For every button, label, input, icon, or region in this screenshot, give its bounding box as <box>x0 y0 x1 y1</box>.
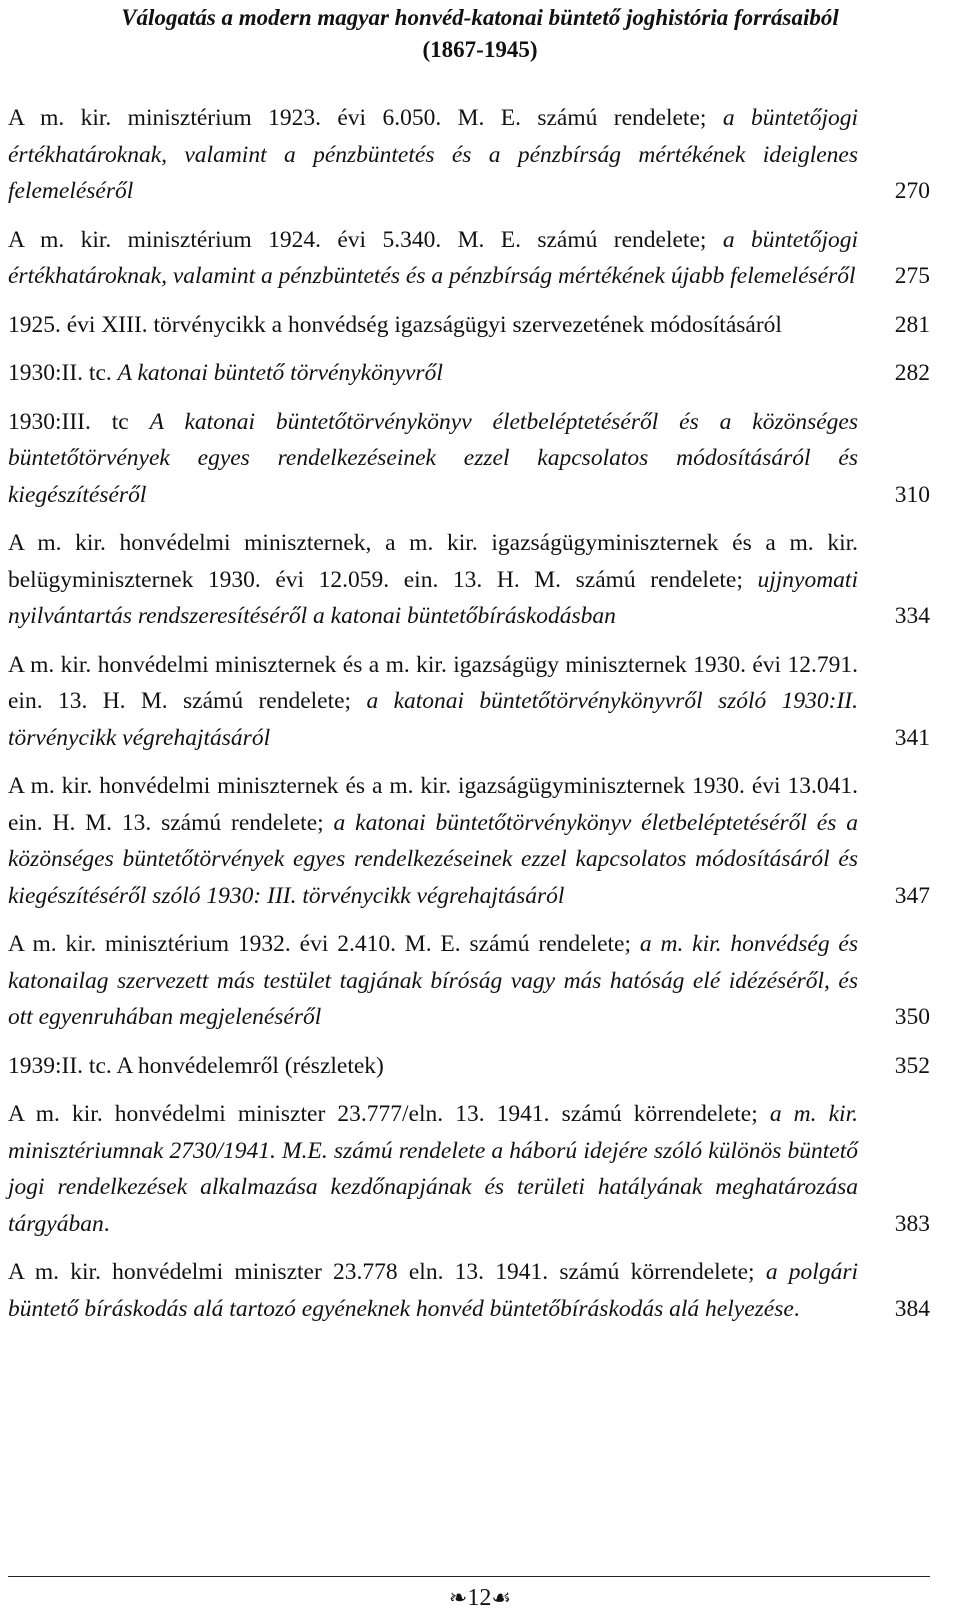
toc-entry-page-number: 310 <box>894 481 930 508</box>
toc-entry-page-number: 334 <box>894 603 930 629</box>
toc-entry <box>8 1254 930 1327</box>
toc-entry-italic-text: A katonai büntetőtörvénykönyv életbeléptetéséről és a közönséges büntetőtörvények egyes rendelkezéseinek ezzel kapcsolatos módosításáról és kiegészítéséről <box>8 408 859 508</box>
toc-entry-italic-text: ujjnyomati nyilvántartás rendszeresítéséről a katonai büntetőbíráskodásban <box>8 566 858 629</box>
toc-entry-title <box>8 222 858 295</box>
toc-entry-italic-text: a katonai büntetőtörvénykönyvről szóló 1930:II. törvénycikk végrehajtásáról <box>8 688 858 751</box>
toc-entry-page-number: 270 <box>894 178 930 204</box>
toc-entry <box>8 307 930 344</box>
toc-entry <box>8 1048 930 1085</box>
toc-entry-page-number: 275 <box>894 263 930 289</box>
toc-entry-plain-text: A m. kir. honvédelmi miniszternek és a m. kir. igazságügy miniszternek 1930. évi 12.791. ein. 13. H. M. számú rendelete; <box>8 651 858 714</box>
toc-entry <box>8 222 930 295</box>
toc-entry-page-number: 282 <box>894 360 930 386</box>
toc-entry <box>8 1096 930 1242</box>
toc-entry <box>8 355 930 392</box>
toc-entry-title <box>8 647 858 757</box>
page-number: 12 <box>467 1585 492 1611</box>
ornament-left-icon: ❧ <box>448 1585 468 1610</box>
ornament-right-icon: ☙ <box>491 1585 512 1610</box>
toc-entry-page-number: 281 <box>894 311 930 338</box>
toc-entry-title <box>8 355 858 392</box>
toc-entry-title <box>8 525 858 635</box>
toc-entry-italic-text: a polgári büntető bíráskodás alá tartozó egyéneknek honvéd büntetőbíráskodás alá helyezése <box>8 1259 858 1322</box>
toc-entry <box>8 404 930 514</box>
toc-entry-italic-text: a büntetőjogi értékhatároknak, valamint a pénzbüntetés és a pénzbírság mértékének ideiglenes felemeléséről <box>8 105 858 204</box>
page-footer <box>0 1583 960 1613</box>
toc-entry-trailing-text: . <box>793 1295 800 1322</box>
toc-entry-title <box>8 1096 858 1242</box>
toc-entry <box>8 525 930 635</box>
toc-entry-trailing-text: . <box>103 1210 110 1237</box>
toc-entry-plain-text: 1925. évi XIII. törvénycikk a honvédség igazságügyi szervezetének módosításáról <box>8 311 782 338</box>
toc-entry-plain-text: A m. kir. honvédelmi miniszternek és a m. kir. igazságügyminiszternek 1930. évi 13.041. ein. H. M. 13. számú rendelete; <box>8 773 858 836</box>
toc-entry-plain-text: 1939:II. tc. A honvédelemről (részletek) <box>8 1052 384 1079</box>
toc-entry-plain-text: A m. kir. honvédelmi miniszter 23.778 eln. 13. 1941. számú körrendelete; <box>8 1259 766 1285</box>
toc-entry-plain-text: 1930:III. tc <box>8 408 150 435</box>
toc-entry-plain-text: A m. kir. honvédelmi miniszternek, a m. kir. igazságügyminiszternek és a m. kir. belügyminiszternek 1930. évi 12.059. ein. 13. H. M. számú rendelete; <box>8 530 858 593</box>
toc-entry-plain-text: A m. kir. minisztérium 1923. évi 6.050. M. E. számú rendelete; <box>8 105 723 131</box>
toc-entry <box>8 647 930 757</box>
header-title: Válogatás a modern magyar honvéd-katonai büntető joghistória forrásaiból <box>121 5 839 30</box>
toc-entry-page-number: 347 <box>894 882 930 909</box>
toc-entry-title <box>8 100 858 210</box>
toc-entry <box>8 768 930 914</box>
toc-entry-page-number: 383 <box>894 1210 930 1237</box>
footer-divider <box>8 1576 930 1577</box>
table-of-contents <box>8 100 930 1339</box>
toc-entry-page-number: 350 <box>894 1004 930 1030</box>
toc-entry <box>8 100 930 210</box>
toc-entry-title <box>8 768 858 914</box>
toc-entry-plain-text: A m. kir. minisztérium 1932. évi 2.410. M. E. számú rendelete; <box>8 931 640 957</box>
toc-entry-plain-text: 1930:II. tc. <box>8 360 118 386</box>
toc-entry-italic-text: A katonai büntető törvénykönyvről <box>117 360 443 386</box>
running-header <box>0 2 960 66</box>
toc-entry-title <box>8 307 858 344</box>
toc-entry-title <box>8 926 858 1036</box>
toc-entry-page-number: 384 <box>894 1295 930 1322</box>
toc-entry-plain-text: A m. kir. minisztérium 1924. évi 5.340. M. E. számú rendelete; <box>8 226 723 253</box>
toc-entry-page-number: 352 <box>894 1052 930 1079</box>
toc-entry <box>8 926 930 1036</box>
toc-entry-plain-text: A m. kir. honvédelmi miniszter 23.777/eln. 13. 1941. számú körrendelete; <box>8 1101 770 1127</box>
toc-entry-italic-text: a m. kir. honvédség és katonailag szervezett más testület tagjának bíróság vagy más hatóság elé idézéséről, és ott egyenruhában megjelenéséről <box>8 931 859 1030</box>
toc-entry-italic-text: a m. kir. minisztériumnak 2730/1941. M.E. számú rendelete a háború idejére szóló különös büntető jogi rendelkezések alkalmazása kezdőnapjának és területi hatályának meghatározása tárgyában <box>8 1101 858 1237</box>
header-years: (1867-1945) <box>422 37 538 62</box>
toc-entry-italic-text: a katonai büntetőtörvénykönyv életbeléptetéséről és a közönséges büntetőtörvények egyes rendelkezéseinek ezzel kapcsolatos módosításáról és kiegészítéséről szóló 1930: III. törvénycikk végrehajtásáról <box>8 809 858 909</box>
toc-entry-title <box>8 1048 858 1085</box>
toc-entry-italic-text: a büntetőjogi értékhatároknak, valamint a pénzbüntetés és a pénzbírság mértékének újabb felemeléséről <box>8 226 858 289</box>
toc-entry-title <box>8 404 858 514</box>
toc-entry-title <box>8 1254 858 1327</box>
toc-entry-page-number: 341 <box>894 724 930 751</box>
